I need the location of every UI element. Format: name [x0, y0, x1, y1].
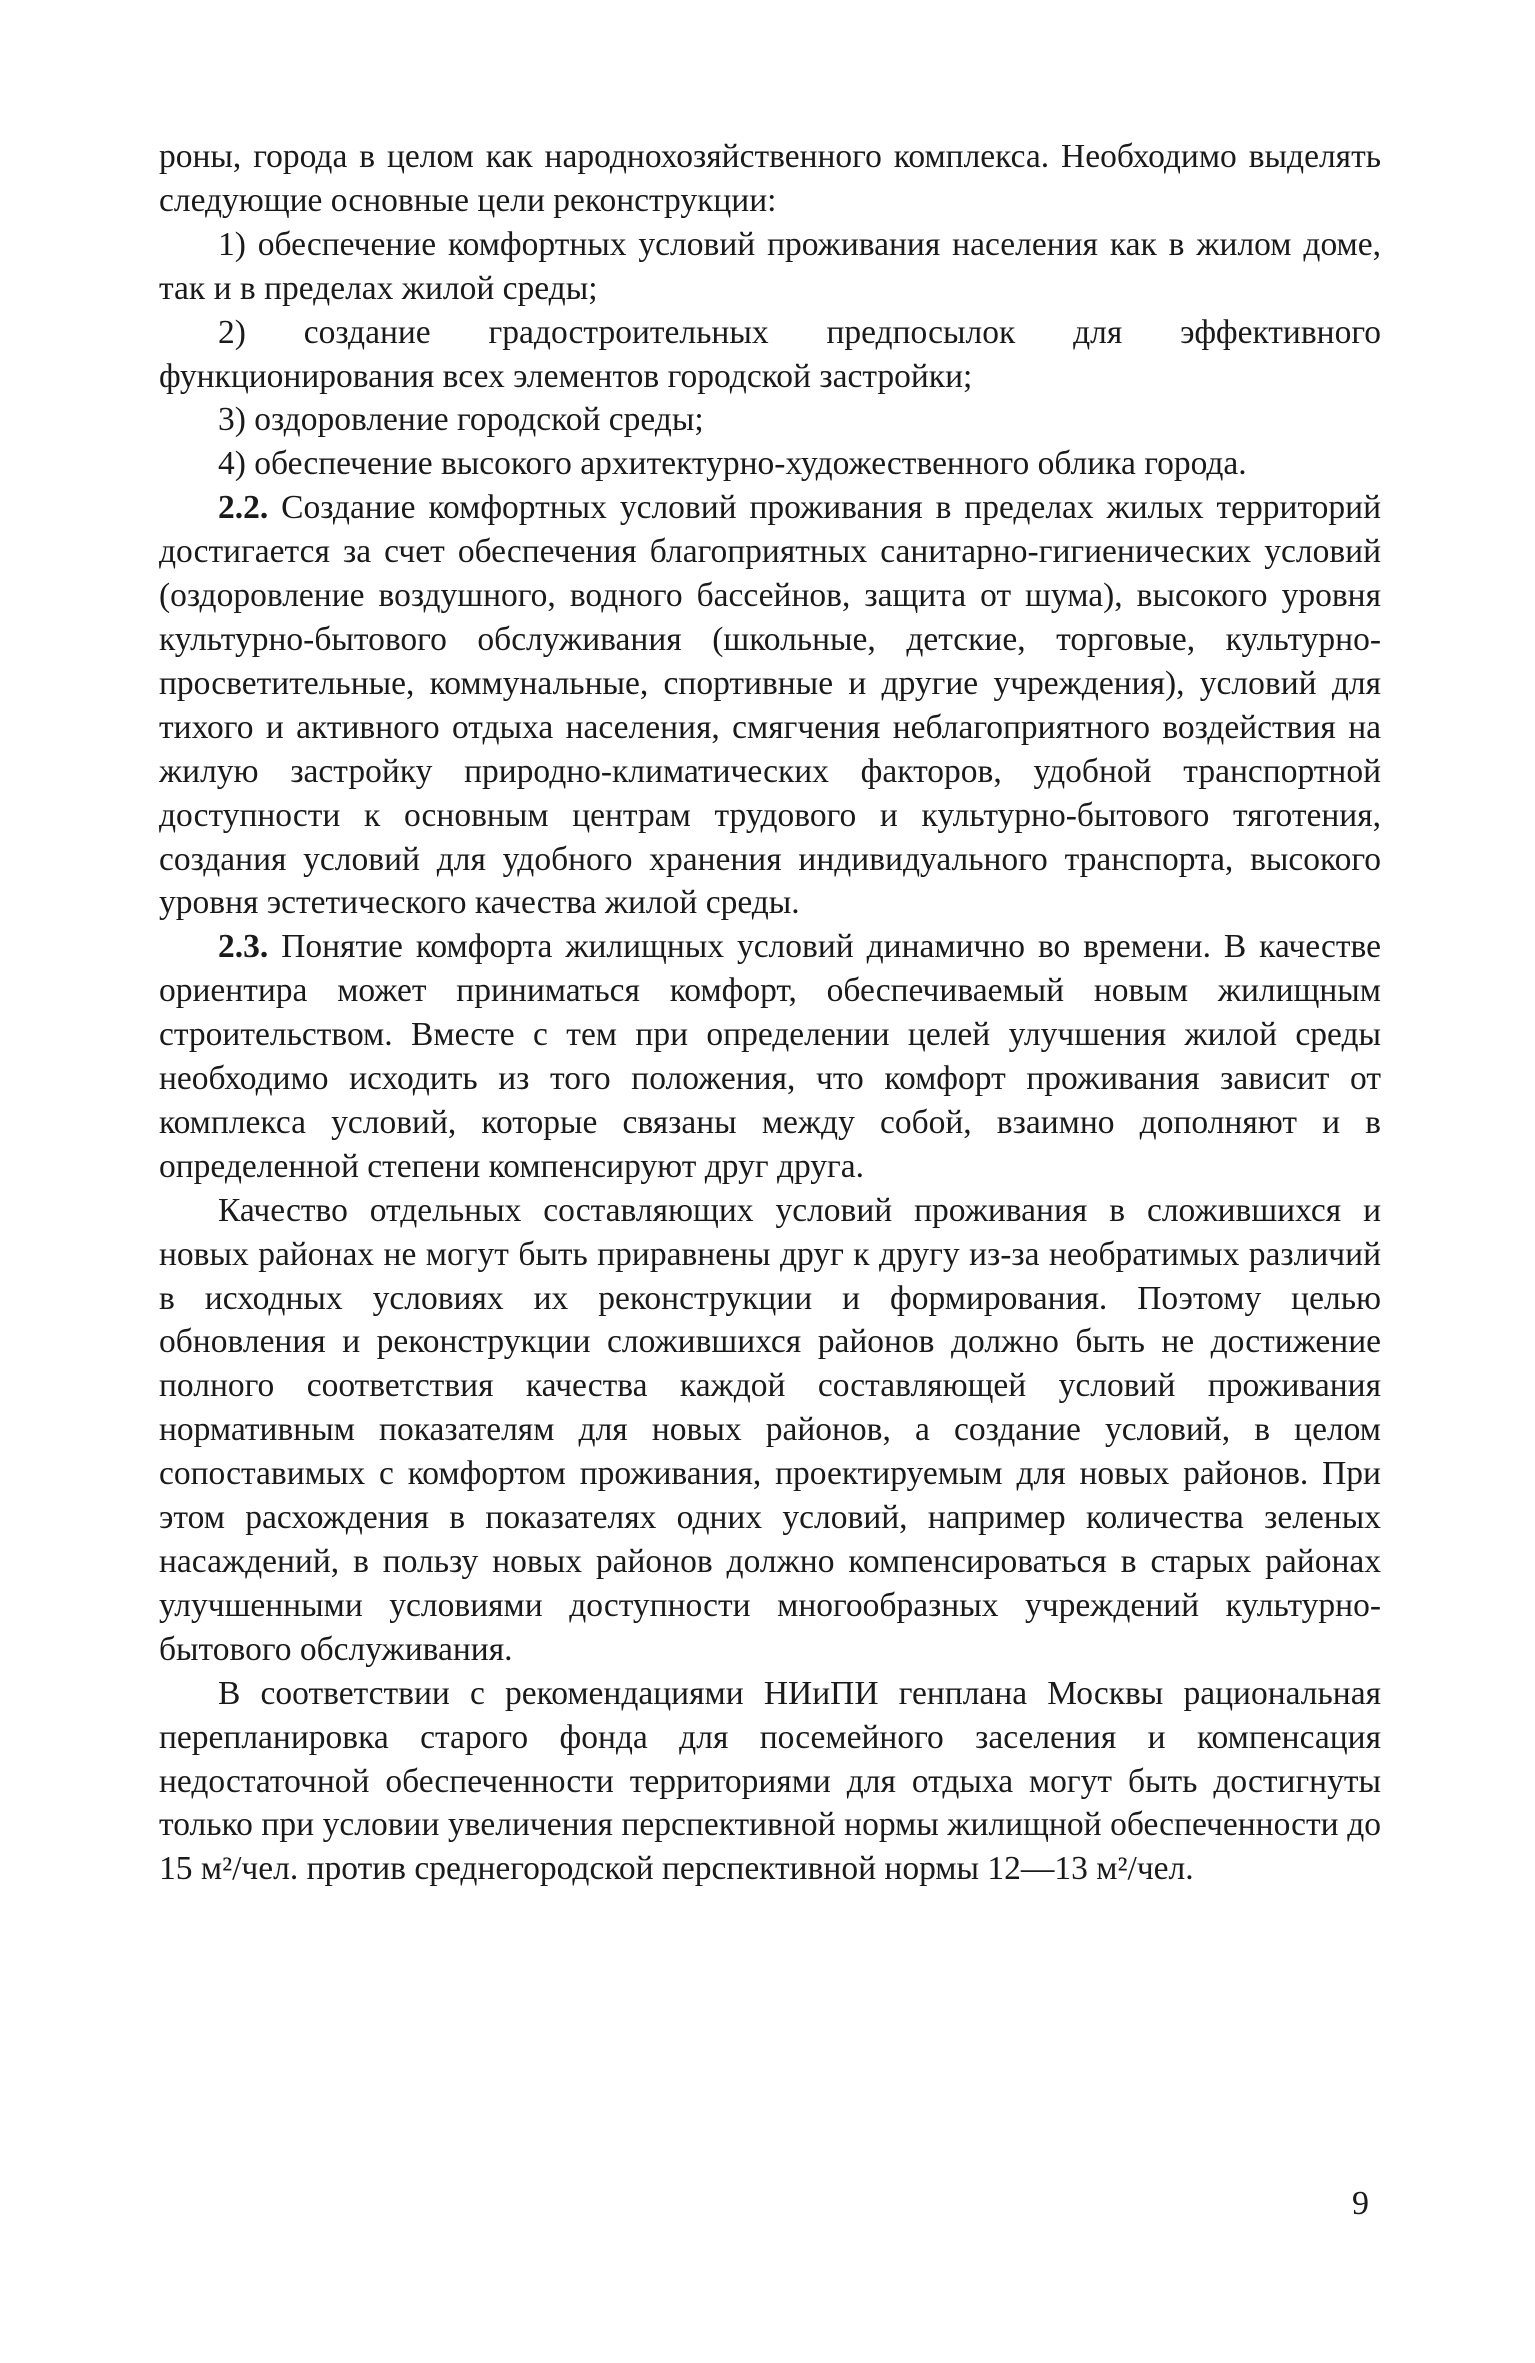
list-item-1 [159, 223, 1381, 311]
section-number: 2.3. [218, 928, 269, 966]
paragraph-quality [159, 1189, 1381, 1672]
list-item-text: 2) создание градостроительных предпосылок для эффективного функционирования всех элементов городской застройки; [159, 313, 1381, 395]
paragraph-text: В соответствии с рекомендациями НИиПИ генплана Москвы рациональная перепланировка старого фонда для посемейного заселения и компенсация недостаточной обеспеченности территориями для отдыха могут быть достигнуты только при условии увеличения перспективной нормы жилищной обеспеченности до 15 м²/чел. против среднегородской перспективной нормы 12—13 м²/чел. [159, 1674, 1381, 1888]
paragraph-text: роны, города в целом как народнохозяйственного комплекса. Необходимо выделять следующие основные цели реконструкции: [159, 138, 1381, 219]
body-text [159, 135, 1381, 1891]
list-item-3 [159, 398, 1381, 442]
paragraph-recommendations [159, 1672, 1381, 1892]
section-2-2 [159, 486, 1381, 925]
section-2-3 [159, 925, 1381, 1188]
list-item-2 [159, 311, 1381, 399]
list-item-text: 3) оздоровление городской среды; [218, 401, 704, 439]
page-number: 9 [1352, 2185, 1369, 2222]
list-item-4 [159, 442, 1381, 486]
section-text: Понятие комфорта жилищных условий динамично во времени. В качестве ориентира может приниматься комфорт, обеспечиваемый новым жилищным строительством. Вместе с тем при определении целей улучшения жилой среды необходимо исходить из того положения, что комфорт проживания зависит от комплекса условий, которые связаны между собой, взаимно дополняют и в определенной степени компенсируют друг друга. [159, 928, 1382, 1185]
paragraph-continuation [159, 135, 1381, 223]
section-text: Создание комфортных условий проживания в пределах жилых территорий достигается за счет обеспечения благоприятных санитарно-гигиенических условий (оздоровление воздушного, водного бассейнов, защита от шума), высокого уровня культурно-бытового обслуживания (школьные, детские, торговые, культурно-просветительные, коммунальные, спортивные и другие учреждения), условий для тихого и активного отдыха населения, смягчения неблагоприятного воздействия на жилую застройку природно-климатических факторов, удобной транспортной доступности к основным центрам трудового и культурно-бытового тяготения, создания условий для удобного хранения индивидуального транспорта, высокого уровня эстетического качества жилой среды. [159, 489, 1382, 922]
list-item-text: 4) обеспечение высокого архитектурно-художественного облика города. [218, 445, 1247, 483]
list-item-text: 1) обеспечение комфортных условий проживания населения как в жилом доме, так и в пределах жилой среды; [159, 225, 1381, 307]
section-number: 2.2. [218, 489, 269, 527]
paragraph-text: Качество отдельных составляющих условий проживания в сложившихся и новых районах не могут быть приравнены друг к другу из-за необратимых различий в исходных условиях их реконструкции и формирования. Поэтому целью обновления и реконструкции сложившихся районов должно быть не достижение полного соответствия качества каждой составляющей условий проживания нормативным показателям для новых районов, а создание условий, в целом сопоставимых с комфортом проживания, проектируемым для новых районов. При этом расхождения в показателях одних условий, например количества зеленых насаждений, в пользу новых районов должно компенсироваться в старых районах улучшенными условиями доступности многообразных учреждений культурно-бытового обслуживания. [159, 1191, 1381, 1668]
